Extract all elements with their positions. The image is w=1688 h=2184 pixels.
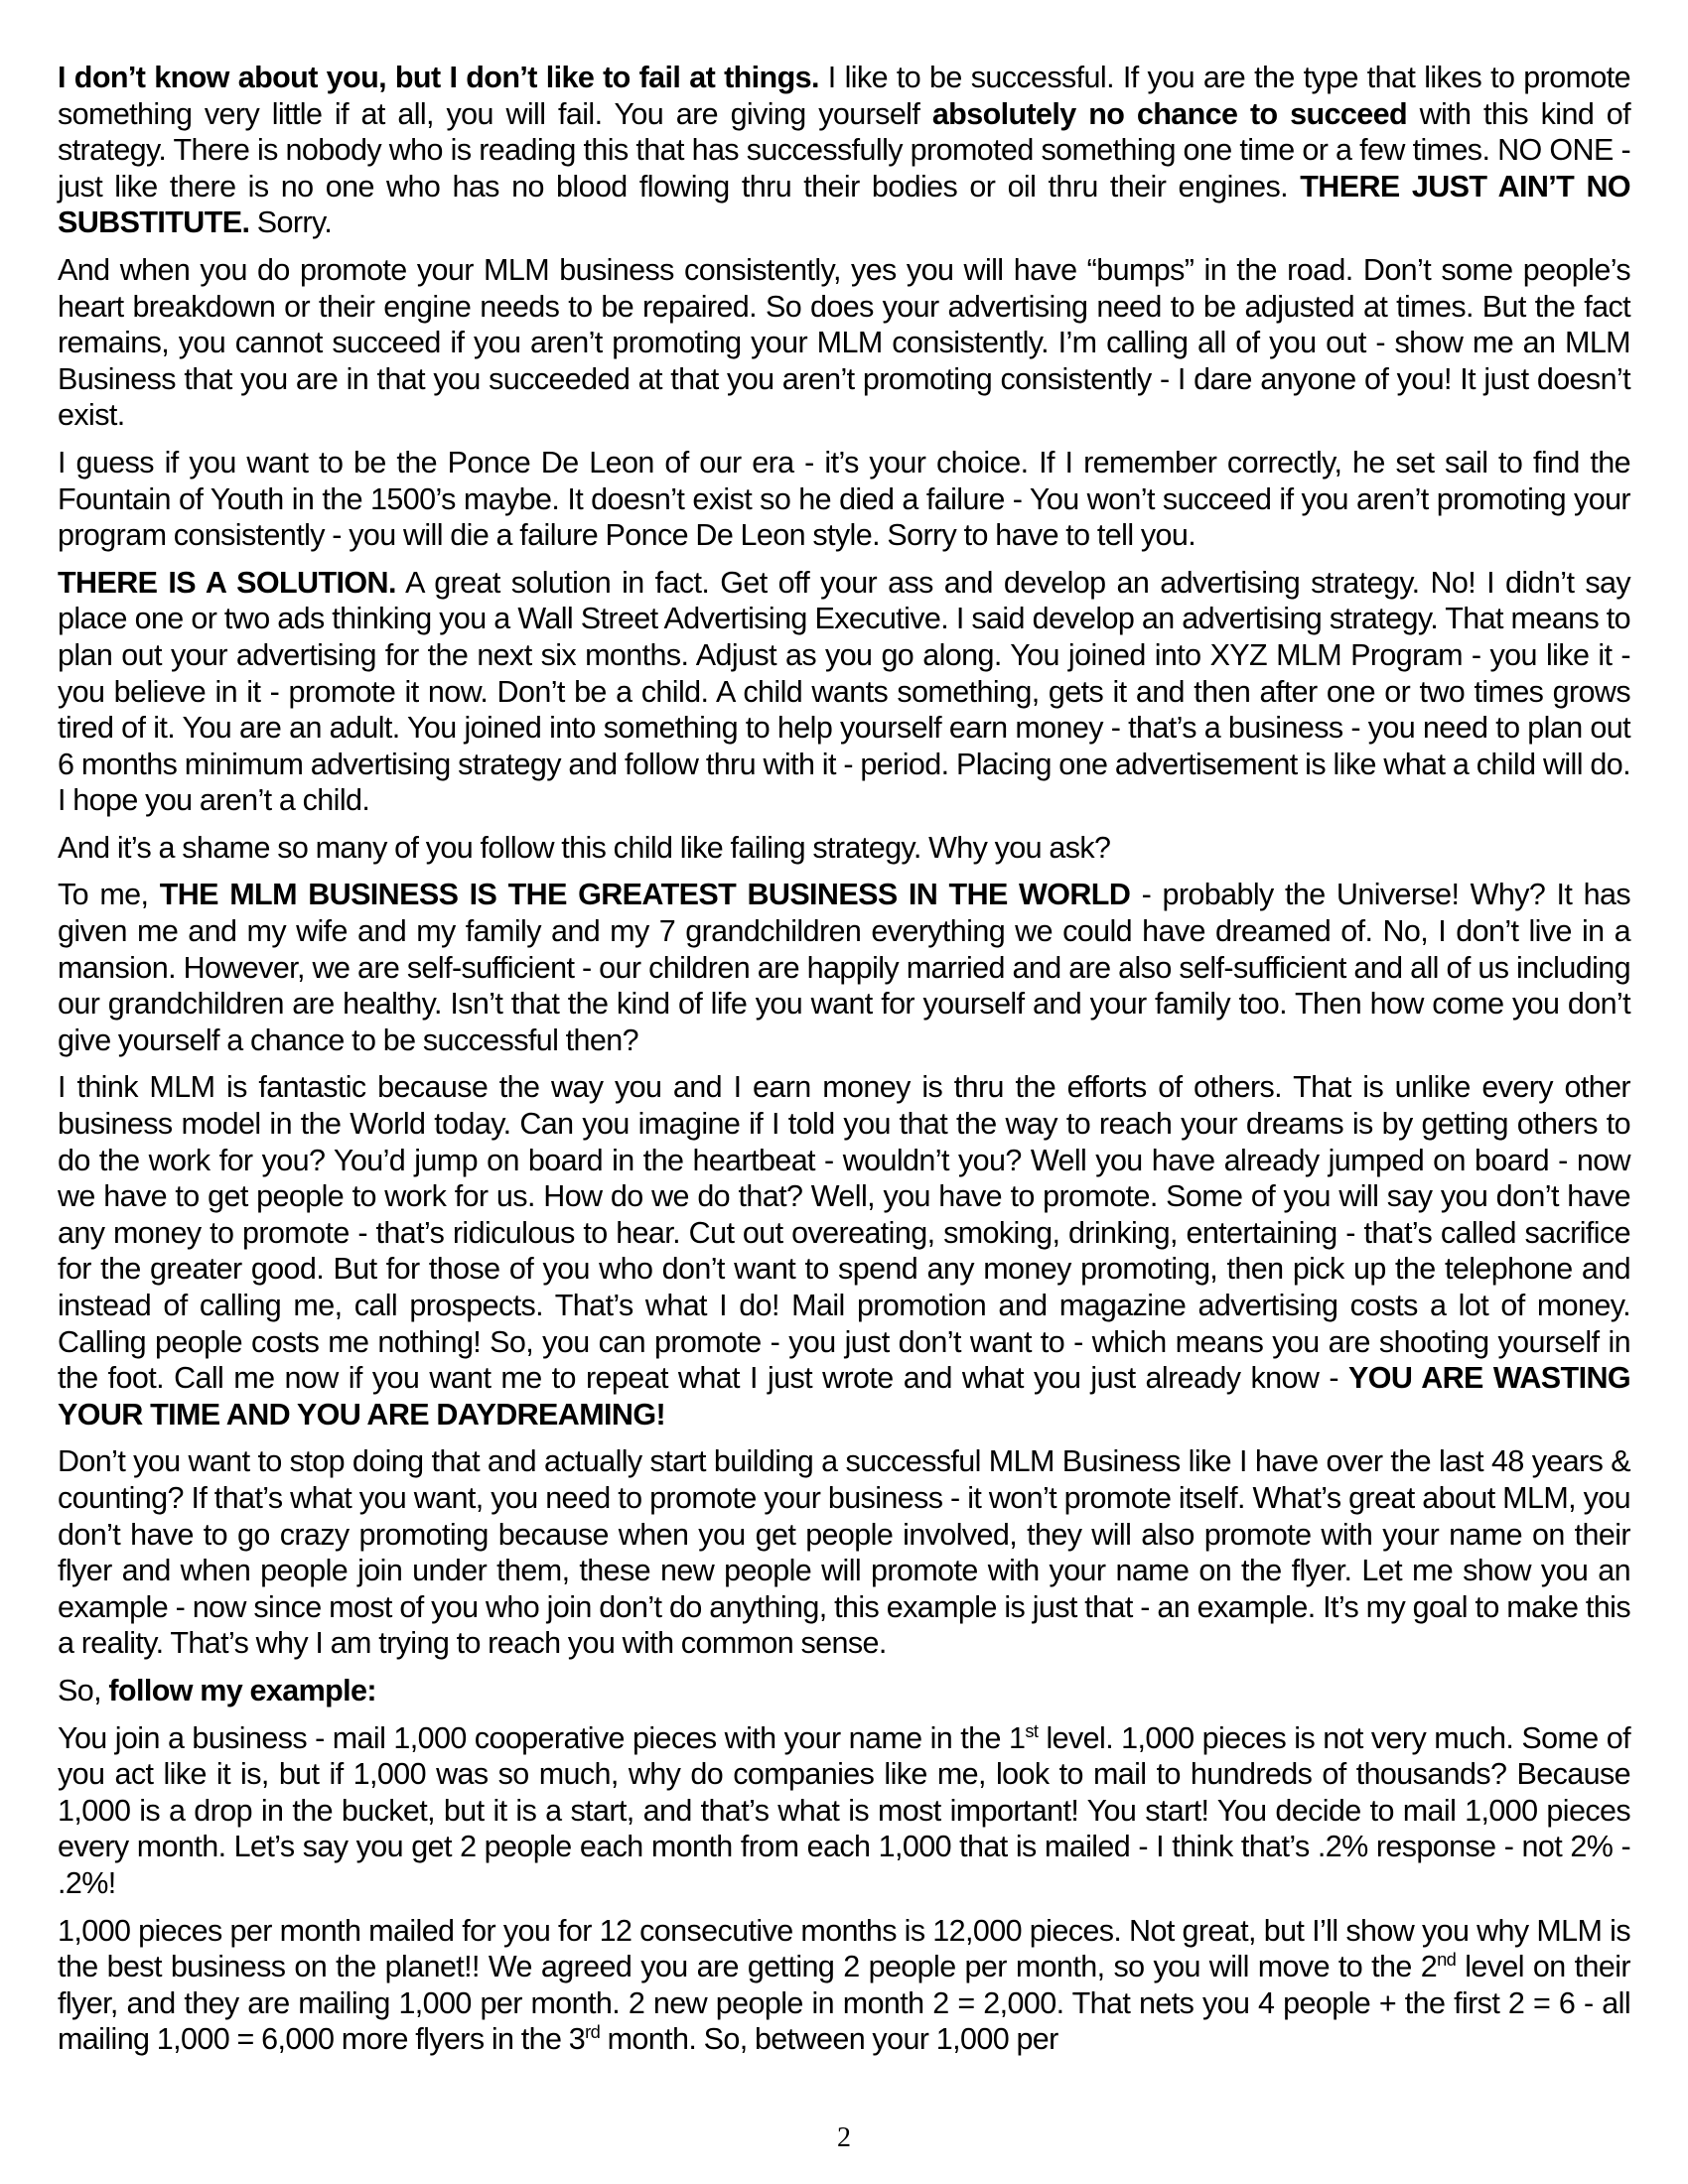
bold-text: I don’t know about you, but I don’t like to fail at things. xyxy=(58,61,819,94)
paragraph xyxy=(58,565,1630,819)
text-run: level on their flyer, and they are mailing 1,000 per month. 2 new people in month 2 = 2,000. That nets you 4 people + the first 2 = 6 - all mailing 1,000 = 6,000 more flyers in the 3 xyxy=(58,1950,1630,2057)
paragraph xyxy=(58,1913,1630,2058)
superscript-text: st xyxy=(1025,1719,1039,1741)
text-run: And when you do promote your MLM business consistently, yes you will have “bumps” in the road. Don’t some people’s heart breakdown or their engine needs to be repaired. So does your advertising need to be adjusted at times. But the fact remains, you cannot succeed if you aren’t promoting your MLM consistently. I’m calling all of you out - show me an MLM Business that you are in that you succeeded at that you aren’t promoting consistently - I dare anyone of you! It just doesn’t exist. xyxy=(58,252,1630,433)
text-run: Sorry. xyxy=(249,205,333,240)
paragraph xyxy=(58,1069,1630,1433)
paragraph xyxy=(58,1443,1630,1662)
text-run: To me, xyxy=(58,878,160,912)
bold-text: follow my example: xyxy=(108,1673,376,1707)
text-run: with this kind of strategy. There is nobody who is reading this that has successfully promoted something one time or a few times. NO ONE - just like there is no one who has no blood flowing thru their bodies or oil thru their engines. xyxy=(58,96,1630,204)
paragraph xyxy=(58,445,1630,554)
paragraph xyxy=(58,830,1630,867)
bold-text: absolutely no chance to succeed xyxy=(931,96,1407,131)
paragraph xyxy=(58,252,1630,434)
text-run: I guess if you want to be the Ponce De Leon of our era - it’s your choice. If I remember correctly, he set sail to find the Fountain of Youth in the 1500’s maybe. It doesn’t exist so he died a failure - You won’t succeed if you aren’t promoting your program consistently - you will die a failure Ponce De Leon style. Sorry to have to tell you. xyxy=(58,445,1630,553)
text-run: level. 1,000 pieces is not very much. Some of you act like it is, but if 1,000 was so much, why do companies like me, look to mail to hundreds of thousands? Because 1,000 is a drop in the bucket, but it is a start, and that’s what is most important! You start! You decide to mail 1,000 pieces every month. Let’s say you get 2 people each month from each 1,000 that is mailed - I think that’s .2% response - not 2% - .2%! xyxy=(58,1720,1630,1900)
bold-text: YOU ARE WASTING YOUR TIME AND YOU ARE DAYDREAMING! xyxy=(58,1361,1630,1432)
text-run: So, xyxy=(58,1673,109,1707)
text-run: - probably the Universe! Why? It has given me and my wife and my family and my 7 grandchildren everything we could have dreamed of. No, I don’t live in a mansion. However, we are self-sufficient - our children are happily married and are also self-sufficient and all of us including our grandchildren are healthy. Isn’t that the kind of life you want for yourself and your family too. Then how come you don’t give yourself a chance to be successful then? xyxy=(58,878,1631,1057)
text-run: And it’s a shame so many of you follow this child like failing strategy. Why you ask? xyxy=(58,830,1111,865)
superscript-text: rd xyxy=(585,2021,601,2043)
page-number: 2 xyxy=(837,2122,851,2153)
bold-text: THERE IS A SOLUTION. xyxy=(58,565,396,600)
document-page xyxy=(58,60,1630,2069)
paragraph xyxy=(58,877,1630,1058)
paragraph xyxy=(58,1673,1630,1709)
text-run: I like to be successful. If you are the type that likes to promote something very little if at all, you will fail. You are giving yourself xyxy=(58,61,1630,131)
text-run: A great solution in fact. Get off your ass and develop an advertising strategy. No! I didn’t say place one or two ads thinking you a Wall Street Advertising Executive. I said develop an advertising strategy. That means to plan out your advertising for the next six months. Adjust as you go along. You joined into XYZ MLM Program - you like it - you believe in it - promote it now. Don’t be a child. A child wants something, gets it and then after one or two times grows tired of it. You are an adult. You joined into something to help yourself earn money - that’s a business - you need to plan out 6 months minimum advertising strategy and follow thru with it - period. Placing one advertisement is like what a child will do. I hope you aren’t a child. xyxy=(58,565,1630,818)
document-body xyxy=(58,60,1630,2058)
superscript-text: nd xyxy=(1437,1948,1457,1970)
text-run: month. So, between your 1,000 per xyxy=(600,2022,1058,2057)
text-run: I think MLM is fantastic because the way you and I earn money is thru the efforts of others. That is unlike every other business model in the World today. Can you imagine if I told you that the way to reach your dreams is by getting others to do the work for you? You’d jump on board in the heartbeat - wouldn’t you? Well you have already jumped on board - now we have to get people to work for us. How do we do that? Well, you have to promote. Some of you will say you don’t have any money to promote - that’s ridiculous to hear. Cut out overeating, smoking, drinking, entertaining - that’s called sacrifice for the greater good. But for those of you who don’t want to spend any money promoting, then pick up the telephone and instead of calling me, call prospects. That’s what I do! Mail promotion and magazine advertising costs a lot of money. Calling people costs me nothing! So, you can promote - you just don’t want to - which means you are shooting yourself in the foot. Call me now if you want me to repeat what I just wrote and what you just already know - xyxy=(58,1070,1630,1396)
text-run: Don’t you want to stop doing that and actually start building a successful MLM Business like I have over the last 48 years & counting? If that’s what you want, you need to promote your business - it won’t promote itself. What’s great about MLM, you don’t have to go crazy promoting because when you get people involved, they will also promote with your name on their flyer and when people join under them, these new people will promote with your name on the flyer. Let me show you an example - now since most of you who join don’t do anything, this example is just that - an example. It’s my goal to make this a reality. That’s why I am trying to reach you with common sense. xyxy=(58,1444,1630,1661)
text-run: 1,000 pieces per month mailed for you for 12 consecutive months is 12,000 pieces. Not great, but I’ll show you why MLM is the best business on the planet!! We agreed you are getting 2 people per month, so you will move to the 2 xyxy=(58,1913,1630,1984)
bold-text: THE MLM BUSINESS IS THE GREATEST BUSINESS IN THE WORLD xyxy=(159,878,1131,912)
text-run: You join a business - mail 1,000 cooperative pieces with your name in the 1 xyxy=(58,1720,1026,1755)
bold-text: THERE JUST AIN’T NO SUBSTITUTE. xyxy=(58,169,1630,240)
paragraph xyxy=(58,60,1630,241)
paragraph xyxy=(58,1720,1630,1902)
